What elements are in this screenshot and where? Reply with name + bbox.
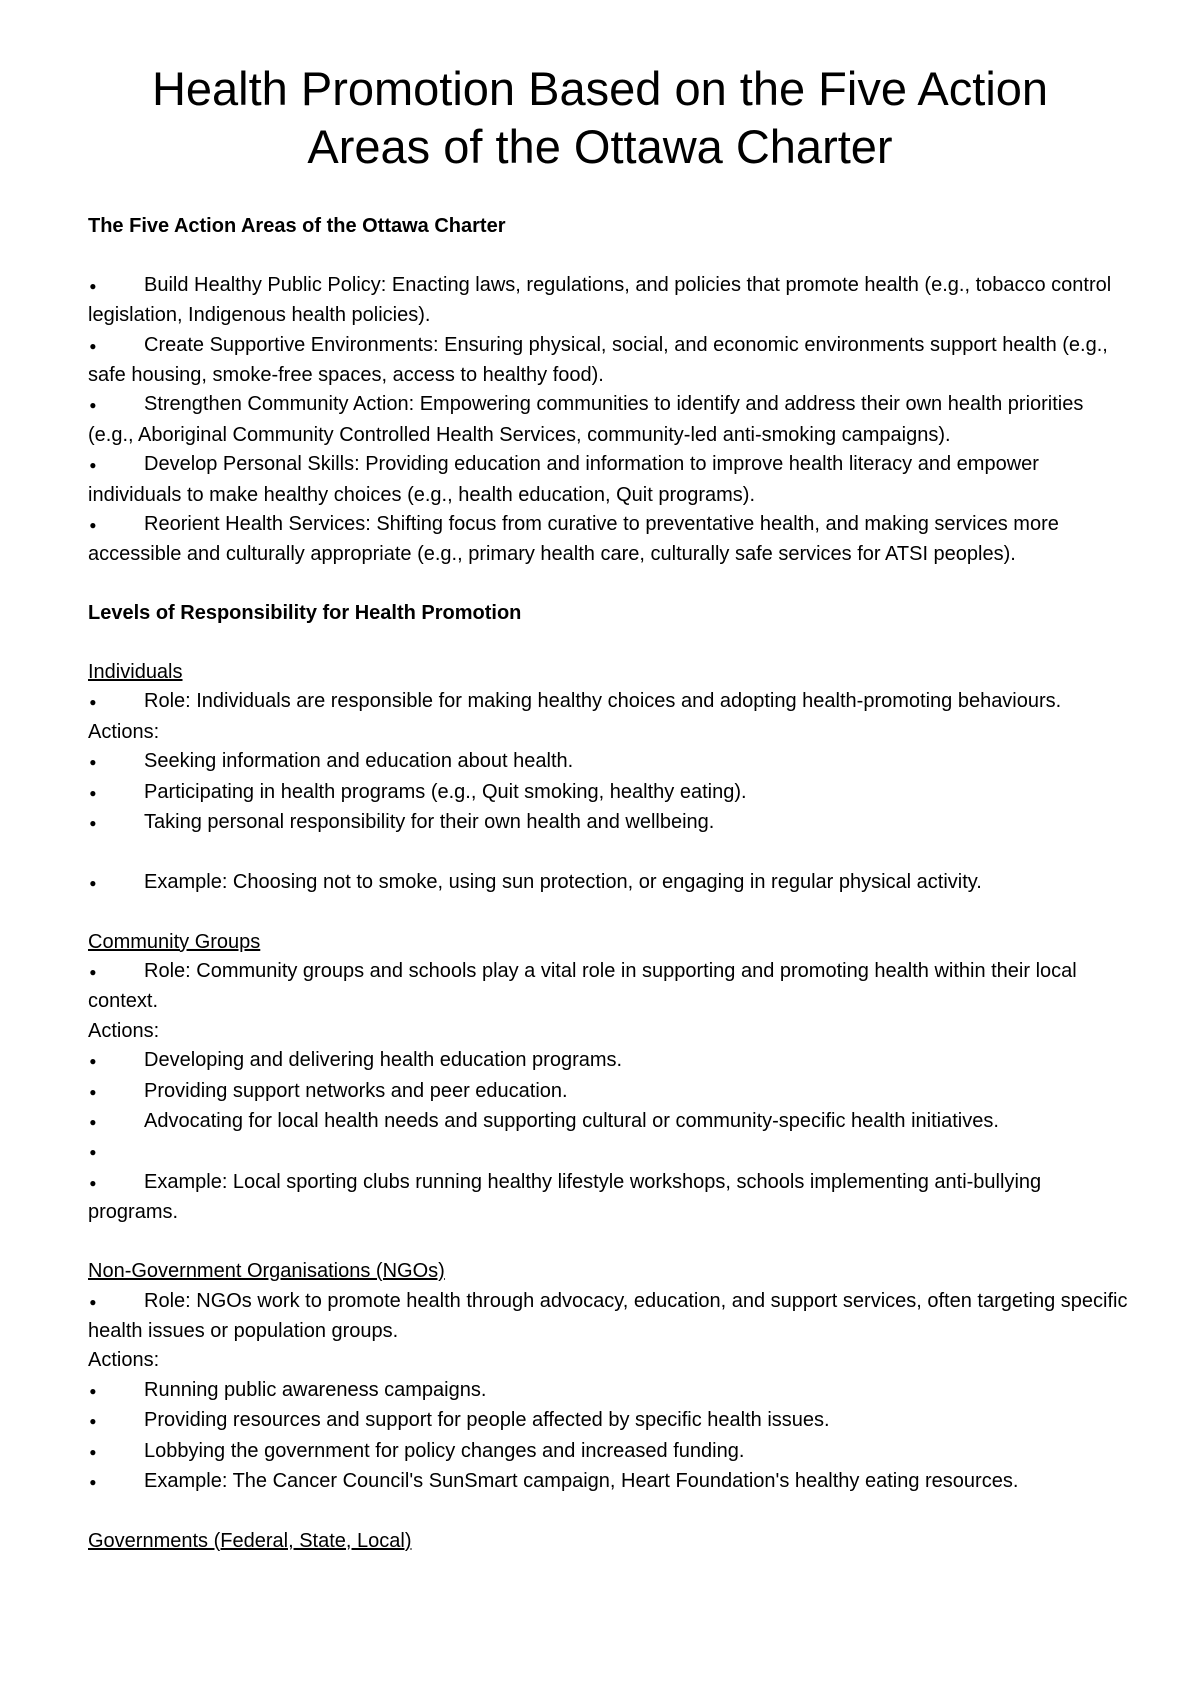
- list-item-text: Advocating for local health needs and supporting cultural or community-specific health initiatives.: [144, 1110, 999, 1133]
- spacer: [88, 241, 1128, 270]
- bullet-icon: [88, 272, 144, 301]
- bullet-icon: [88, 1377, 144, 1406]
- bullet-icon: [88, 1288, 144, 1317]
- list-item: [88, 510, 1128, 570]
- bullet-icon: [88, 958, 144, 987]
- page-title: [60, 60, 1140, 176]
- bullet-icon: [88, 748, 144, 777]
- example-text: Example: The Cancer Council's SunSmart campaign, Heart Foundation's healthy eating resources.: [144, 1469, 1019, 1492]
- bullet-icon: [88, 809, 144, 838]
- list-item: [88, 778, 1128, 808]
- list-item-text: Providing resources and support for people affected by specific health issues.: [144, 1409, 830, 1432]
- list-item: [88, 1077, 1128, 1107]
- example-text: Example: Local sporting clubs running healthy lifestyle workshops, schools implementing anti-bullying programs.: [88, 1170, 1042, 1224]
- list-item: [88, 1046, 1128, 1076]
- list-item: [88, 1287, 1128, 1347]
- spacer: [88, 629, 1128, 658]
- list-item: [88, 331, 1128, 391]
- spacer: [88, 1228, 1128, 1257]
- list-item-text: Taking personal responsibility for their own health and wellbeing.: [144, 811, 715, 834]
- subheading-ngos: Non-Government Organisations (NGOs): [88, 1260, 445, 1283]
- list-item: [88, 450, 1128, 510]
- role-text: Role: Community groups and schools play a vital role in supporting and promoting health within their local context.: [88, 960, 1077, 1013]
- bullet-icon: [88, 1468, 144, 1497]
- list-item: [88, 1168, 1128, 1228]
- bullet-icon: [88, 1169, 144, 1198]
- document-body: [88, 212, 1128, 1556]
- list-item: [88, 271, 1128, 331]
- list-item-text: Lobbying the government for policy changes and increased funding.: [144, 1439, 745, 1462]
- spacer: [88, 838, 1128, 867]
- list-item: [88, 1467, 1128, 1497]
- bullet-icon: [88, 779, 144, 808]
- list-item-text: Running public awareness campaigns.: [144, 1378, 487, 1401]
- bullet-icon: [88, 332, 144, 361]
- list-item-text: Build Healthy Public Policy: Enacting laws, regulations, and policies that promote health (e.g., tobacco control legislation, Indigenous health policies).: [88, 273, 1112, 327]
- list-item: [88, 390, 1128, 450]
- actions-label: Actions:: [88, 720, 160, 743]
- list-item-text: Providing support networks and peer education.: [144, 1079, 568, 1102]
- list-item: [88, 747, 1128, 777]
- list-item-text: Seeking information and education about health.: [144, 750, 574, 773]
- example-text: Example: Choosing not to smoke, using sun protection, or engaging in regular physical activity.: [144, 870, 982, 893]
- spacer: [88, 570, 1128, 599]
- list-item-text: Developing and delivering health education programs.: [144, 1049, 623, 1072]
- title-line-2: Areas of the Ottawa Charter: [307, 120, 893, 173]
- spacer: [88, 1497, 1128, 1526]
- bullet-icon: [88, 1078, 144, 1107]
- list-item: [88, 1437, 1128, 1467]
- list-item: [88, 957, 1128, 1017]
- bullet-icon: [88, 391, 144, 420]
- role-text: Role: NGOs work to promote health through advocacy, education, and support services, often targeting specific health issues or population groups.: [88, 1289, 1128, 1342]
- subheading-governments: Governments (Federal, State, Local): [88, 1529, 412, 1552]
- list-item-empty: [88, 1137, 1128, 1167]
- list-item-text: Participating in health programs (e.g., Quit smoking, healthy eating).: [144, 780, 747, 803]
- section-heading-action-areas: The Five Action Areas of the Ottawa Charter: [88, 215, 506, 237]
- subheading-community-groups: Community Groups: [88, 930, 261, 953]
- list-item: [88, 687, 1128, 717]
- list-item: [88, 1406, 1128, 1436]
- list-item: [88, 868, 1128, 898]
- list-item: [88, 1376, 1128, 1406]
- list-item-text: Reorient Health Services: Shifting focus from curative to preventative health, and making services more accessible and culturally appropriate (e.g., primary health care, culturally safe services for ATSI peoples).: [88, 513, 1059, 566]
- bullet-icon: [88, 1108, 144, 1137]
- bullet-icon: [88, 511, 144, 540]
- actions-label: Actions:: [88, 1349, 160, 1372]
- section-heading-responsibility: Levels of Responsibility for Health Promotion: [88, 602, 522, 625]
- list-item-text: Create Supportive Environments: Ensuring physical, social, and economic environments support health (e.g., safe housing, smoke-free spaces, access to healthy food).: [88, 333, 1108, 386]
- bullet-icon: [88, 688, 144, 717]
- list-item-text: Strengthen Community Action: Empowering communities to identify and address their own health priorities (e.g., Aboriginal Community Controlled Health Services, community-led anti-smoking campaigns).: [88, 393, 1084, 446]
- bullet-icon: [88, 869, 144, 898]
- title-line-1: Health Promotion Based on the Five Action: [151, 62, 1049, 115]
- role-text: Role: Individuals are responsible for making healthy choices and adopting health-promoting behaviours.: [144, 690, 1062, 713]
- list-item-text: Develop Personal Skills: Providing education and information to improve health literacy and empower individuals to make healthy choices (e.g., health education, Quit programs).: [88, 453, 1039, 506]
- actions-label: Actions:: [88, 1019, 160, 1042]
- subheading-individuals: Individuals: [88, 661, 183, 684]
- list-item: [88, 1107, 1128, 1137]
- bullet-icon: [88, 1138, 144, 1167]
- bullet-icon: [88, 1438, 144, 1467]
- bullet-icon: [88, 1407, 144, 1436]
- bullet-icon: [88, 451, 144, 480]
- list-item: [88, 808, 1128, 838]
- spacer: [88, 898, 1128, 927]
- bullet-icon: [88, 1047, 144, 1076]
